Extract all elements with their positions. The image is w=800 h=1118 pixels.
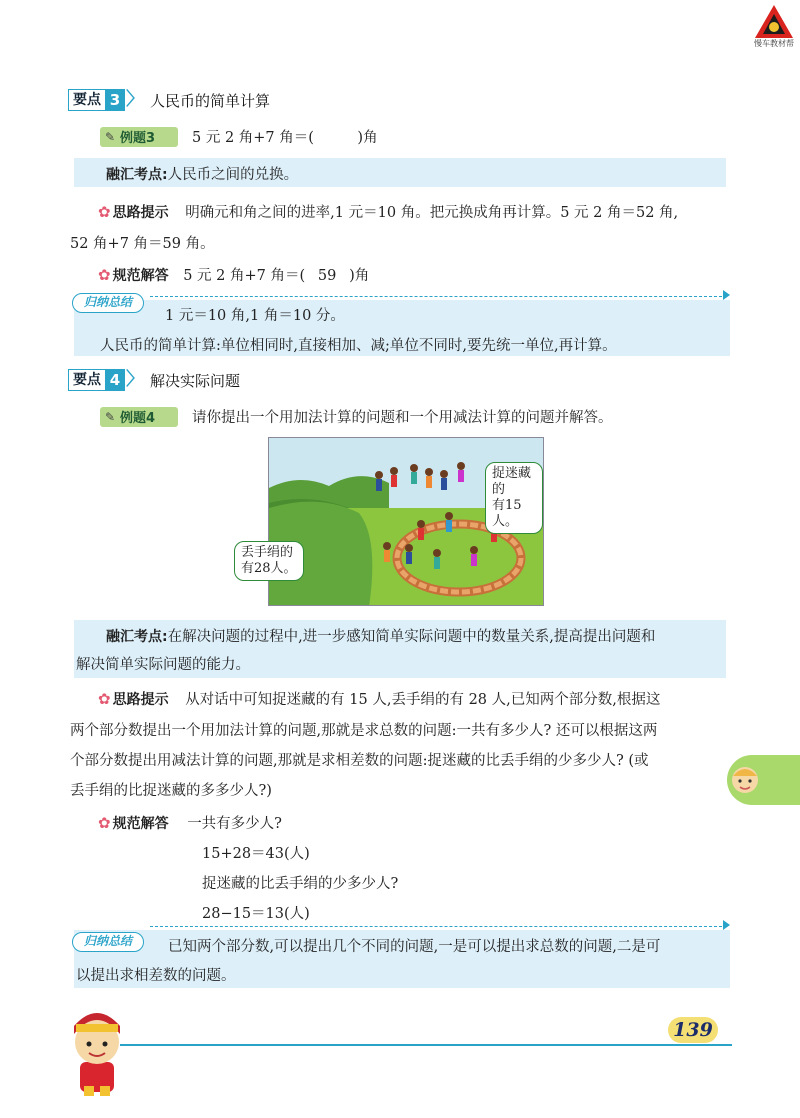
bubble-left-line-2: 有28人。 (241, 561, 297, 576)
chevron-right-icon: 〉 (126, 369, 144, 390)
answer-label: 规范解答 (112, 816, 169, 832)
bubble-left-line-1: 丢手绢的 (241, 545, 294, 560)
chevron-right-icon: 〉 (126, 89, 144, 110)
hint-text-line-2: 两个部分数提出一个用加法计算的问题,那就是求总数的问题:一共有多少人? 还可以根据这两 (70, 723, 658, 739)
example-badge (100, 127, 178, 147)
example-badge-label: 例题3 (120, 131, 156, 146)
section-tag-number: 4 (105, 369, 125, 391)
hint-row (98, 688, 660, 709)
summary-line-1: 已知两个部分数,可以提出几个不同的问题,一是可以提出求总数的问题,二是可 (168, 939, 661, 955)
kaodian-label: 融汇考点: (106, 629, 168, 645)
arrow-right-icon (723, 920, 730, 930)
section-tag-label: 要点 (68, 89, 105, 111)
example-4-row (100, 406, 613, 427)
example-badge-label: 例题4 (120, 411, 156, 426)
section-tag-label: 要点 (68, 369, 105, 391)
summary-dashed-line (150, 296, 722, 297)
speech-bubble-right (485, 462, 543, 534)
answer-line-1: 一共有多少人? (187, 816, 282, 832)
hint-text-line-2: 52 角+7 角＝59 角。 (70, 236, 215, 252)
summary-line-1: 1 元＝10 角,1 角＝10 分。 (165, 308, 345, 324)
example-3-row (100, 126, 378, 147)
hint-text-line-1: 明确元和角之间的进率,1 元＝10 角。把元换成角再计算。5 元 2 角＝52 角, (185, 205, 679, 221)
speech-bubble-left-outer (234, 541, 304, 581)
example-badge (100, 407, 178, 427)
section-title: 解决实际问题 (150, 371, 241, 390)
answer-line-4: 28−15＝13(人) (202, 906, 310, 922)
answer-row (98, 264, 369, 285)
page-number: 139 (668, 1017, 718, 1043)
kaodian-text: 人民币之间的兑换。 (167, 167, 299, 183)
flower-icon: ✿ (98, 814, 111, 832)
section-title: 人民币的简单计算 (150, 91, 271, 110)
summary-badge: 归纳总结 (72, 293, 144, 313)
answer-value: 59 (317, 268, 337, 284)
publisher-logo-text: 慢车教材帮 (754, 39, 794, 48)
answer-suffix: )角 (349, 268, 370, 284)
answer-line-2: 15+28＝43(人) (202, 846, 310, 862)
hint-text-line-1: 从对话中可知捉迷藏的有 15 人,丢手绢的有 28 人,已知两个部分数,根据这 (185, 692, 661, 708)
kaodian-line-2: 解决简单实际问题的能力。 (76, 657, 250, 673)
answer-line-3: 捉迷藏的比丢手绢的少多少人? (202, 876, 399, 892)
hint-text-line-3: 个部分数提出用减法计算的问题,那就是求相差数的问题:捉迷藏的比丢手绢的少多少人? (或 (70, 753, 649, 769)
summary-badge: 归纳总结 (72, 932, 144, 952)
answer-label: 规范解答 (112, 268, 169, 284)
section-tag-number: 3 (105, 89, 125, 111)
pencil-icon: ✎ (104, 129, 116, 144)
summary-line-2: 人民币的简单计算:单位相同时,直接相加、减;单位不同时,要先统一单位,再计算。 (100, 338, 617, 354)
hint-label: 思路提示 (112, 205, 169, 221)
example-question: 请你提出一个用加法计算的问题和一个用减法计算的问题并解答。 (192, 410, 613, 426)
flower-icon: ✿ (98, 690, 111, 708)
section-tag-3 (68, 89, 270, 111)
arrow-right-icon (723, 290, 730, 300)
character-face-icon (728, 760, 762, 800)
kaodian-line-1: 在解决问题的过程中,进一步感知简单实际问题中的数量关系,提高提出问题和 (167, 629, 656, 645)
summary-line-2: 以提出求相差数的问题。 (76, 968, 236, 984)
mascot-icon (62, 1000, 132, 1100)
hint-text-line-4: 丢手绢的比捉迷藏的多多少人?) (70, 783, 272, 799)
hint-row (98, 201, 678, 222)
playground-illustration (268, 437, 544, 606)
flower-icon: ✿ (98, 203, 111, 221)
kaodian-label: 融汇考点: (106, 167, 168, 183)
section-tag-4 (68, 369, 240, 391)
pencil-icon: ✎ (104, 409, 116, 424)
footer-line (120, 1044, 732, 1046)
example-question: 5 元 2 角+7 角＝( )角 (192, 130, 378, 146)
flower-icon: ✿ (98, 266, 111, 284)
bubble-right-line-2: 有15人。 (492, 498, 522, 529)
answer-prefix: 5 元 2 角+7 角＝( (183, 268, 306, 284)
summary-dashed-line (150, 926, 722, 927)
hint-label: 思路提示 (112, 692, 169, 708)
bubble-right-line-1: 捉迷藏的 (492, 466, 532, 497)
answer-row (98, 812, 282, 833)
kaodian-box (74, 158, 726, 187)
